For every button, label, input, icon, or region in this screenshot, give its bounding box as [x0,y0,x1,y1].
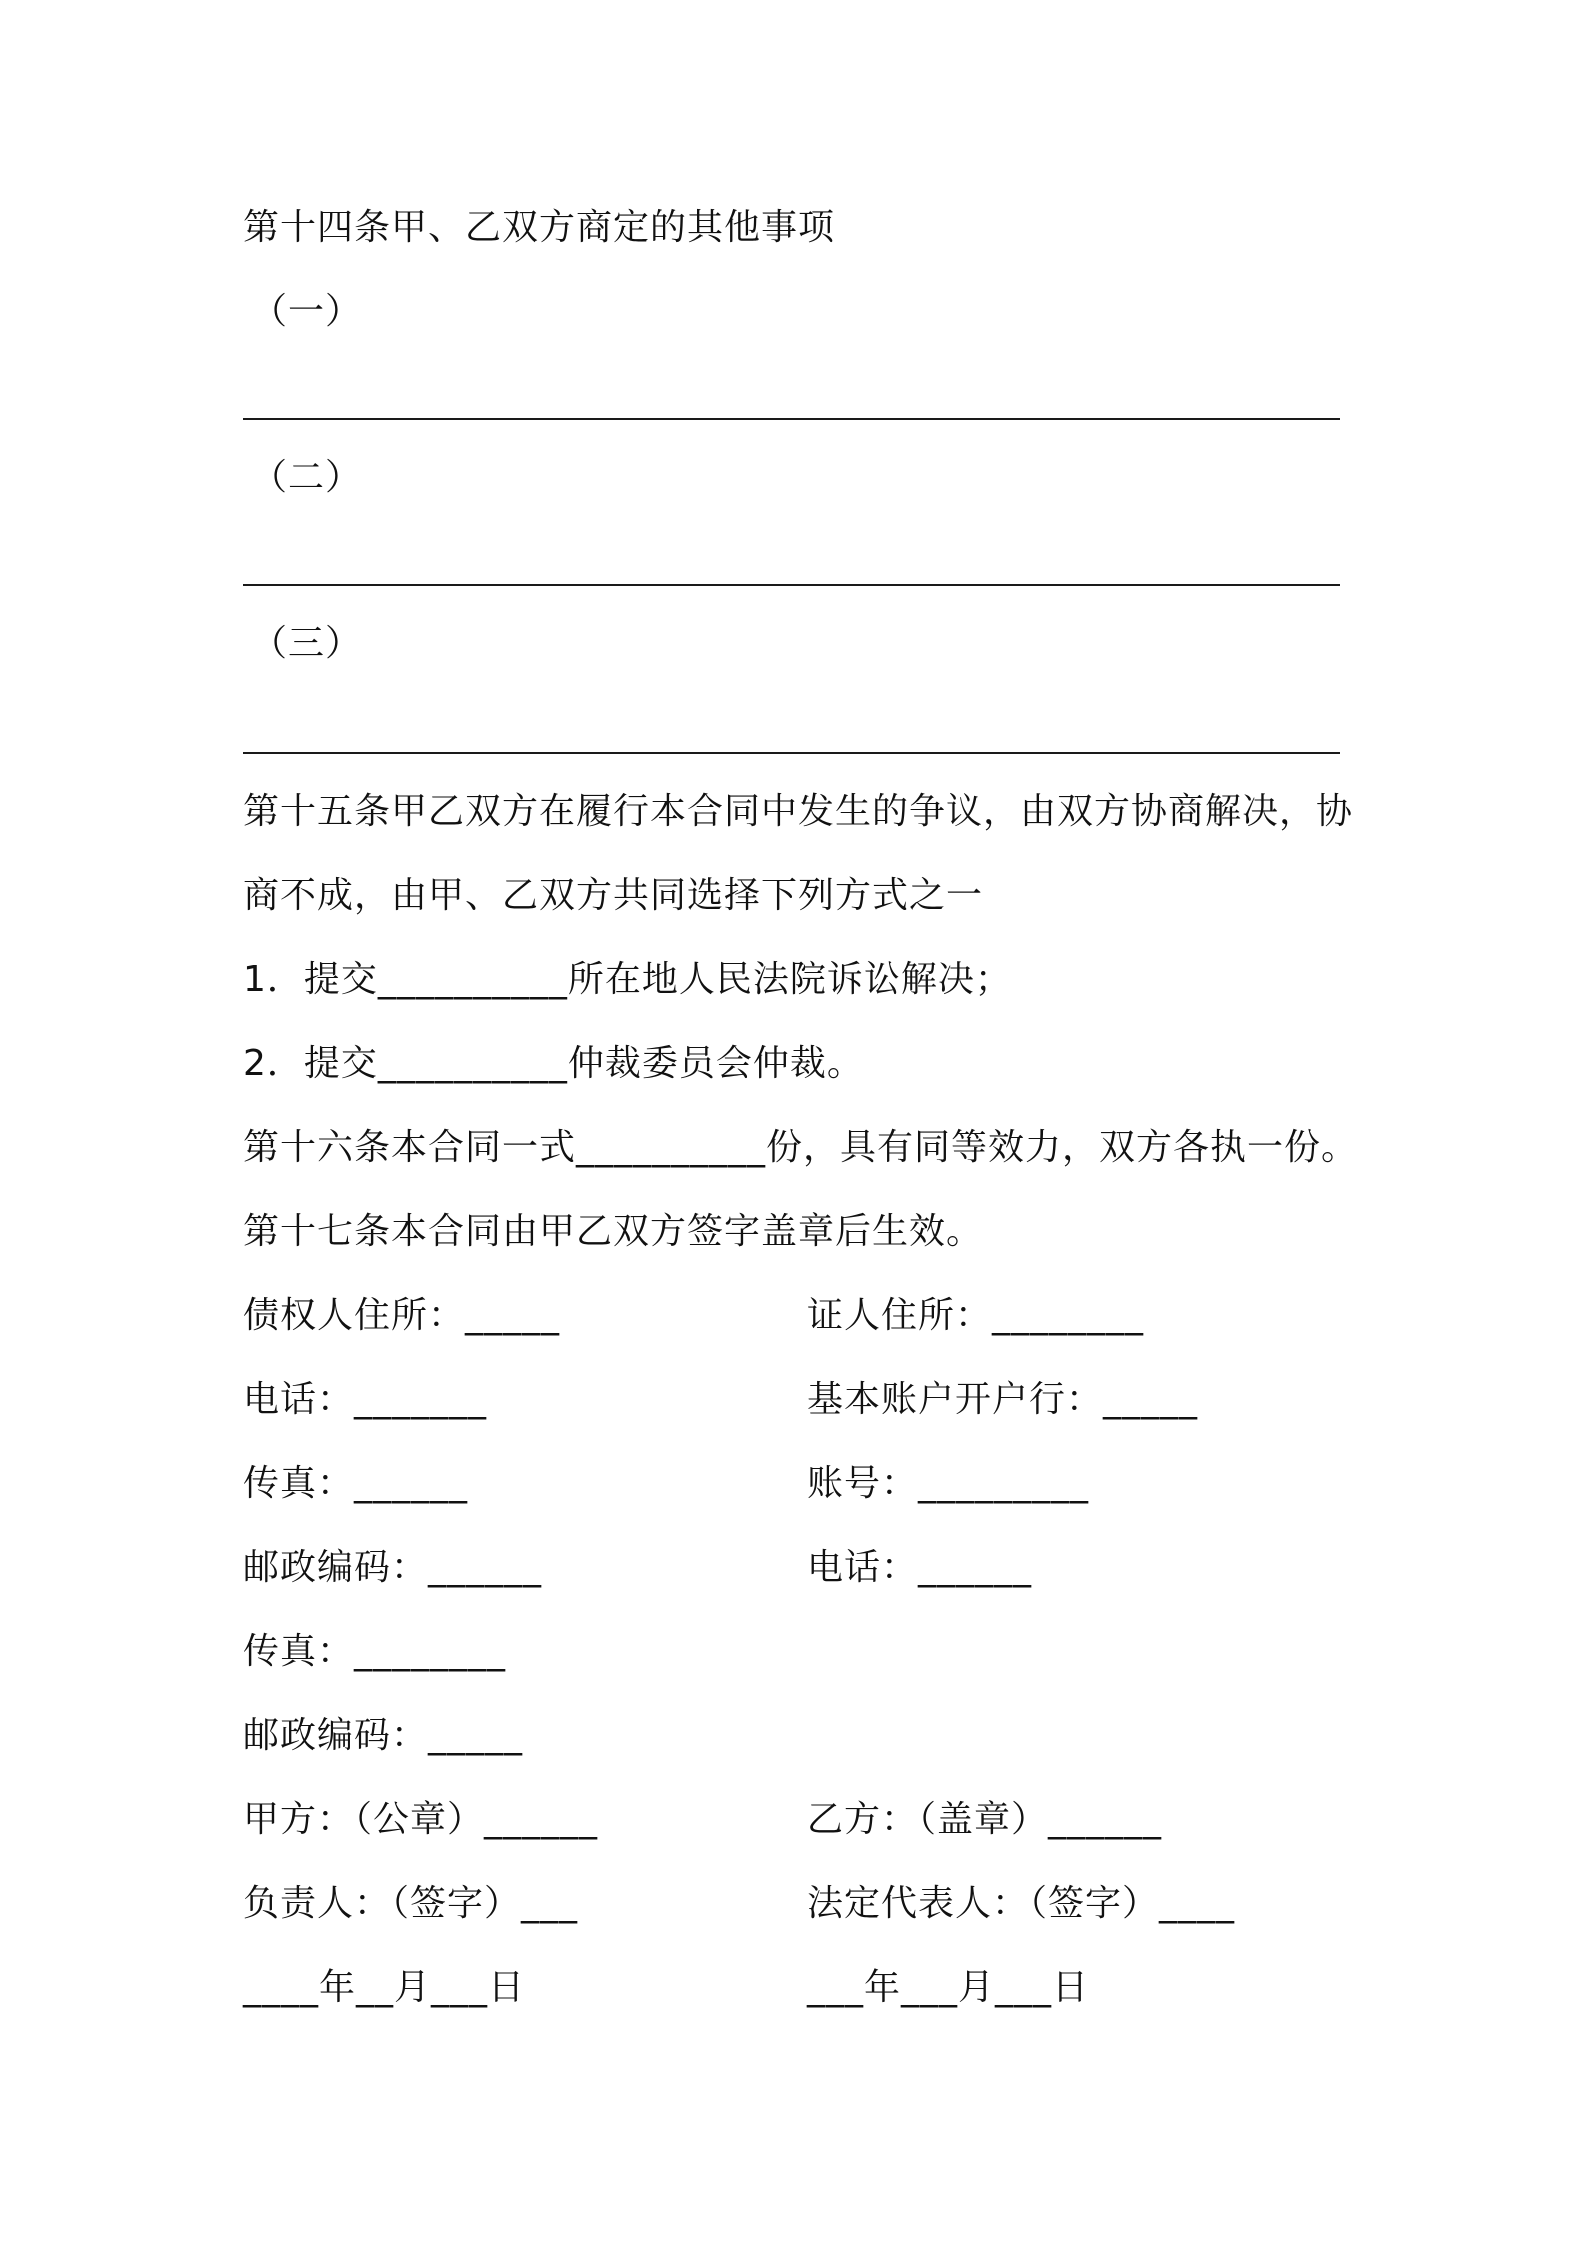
article-14-item-3: （三） [251,623,363,664]
left-fax-field-2: 传真：________ [243,1631,507,1672]
legal-rep-signature: 法定代表人：（签字）____ [807,1883,1236,1924]
left-postcode-field-2: 邮政编码：_____ [243,1715,524,1756]
blank-line-1 [243,418,1340,420]
left-phone-field: 电话：_______ [243,1379,488,1420]
witness-address-field: 证人住所：________ [807,1295,1145,1336]
article-15-line-1: 第十五条甲乙双方在履行本合同中发生的争议，由双方协商解决，协 [243,791,1354,832]
article-15-option-2: 2．提交__________仲裁委员会仲裁。 [243,1043,864,1084]
right-phone-field: 电话：______ [807,1547,1033,1588]
article-14-item-2: （二） [251,457,363,498]
date-left: ____年__月___日 [243,1967,526,2008]
article-17: 第十七条本合同由甲乙双方签字盖章后生效。 [243,1211,984,1252]
blank-line-3 [243,752,1340,754]
party-a-seal: 甲方：（公章）______ [243,1799,599,1840]
article-14-title: 第十四条甲、乙双方商定的其他事项 [243,207,836,248]
party-b-seal: 乙方：（盖章）______ [807,1799,1163,1840]
left-postcode-field: 邮政编码：______ [243,1547,543,1588]
article-16: 第十六条本合同一式__________份，具有同等效力，双方各执一份。 [243,1127,1359,1168]
responsible-signature: 负责人：（签字）___ [243,1883,579,1924]
left-fax-field: 传真：______ [243,1463,469,1504]
article-15-line-2: 商不成，由甲、乙双方共同选择下列方式之一 [243,875,984,916]
article-15-option-1: 1．提交__________所在地人民法院诉讼解决； [243,959,1012,1000]
blank-line-2 [243,584,1340,586]
creditor-address-field: 债权人住所：_____ [243,1295,561,1336]
article-14-item-1: （一） [251,291,363,332]
account-number-field: 账号：_________ [807,1463,1090,1504]
date-right: ___年___月___日 [807,1967,1090,2008]
bank-field: 基本账户开户行：_____ [807,1379,1199,1420]
